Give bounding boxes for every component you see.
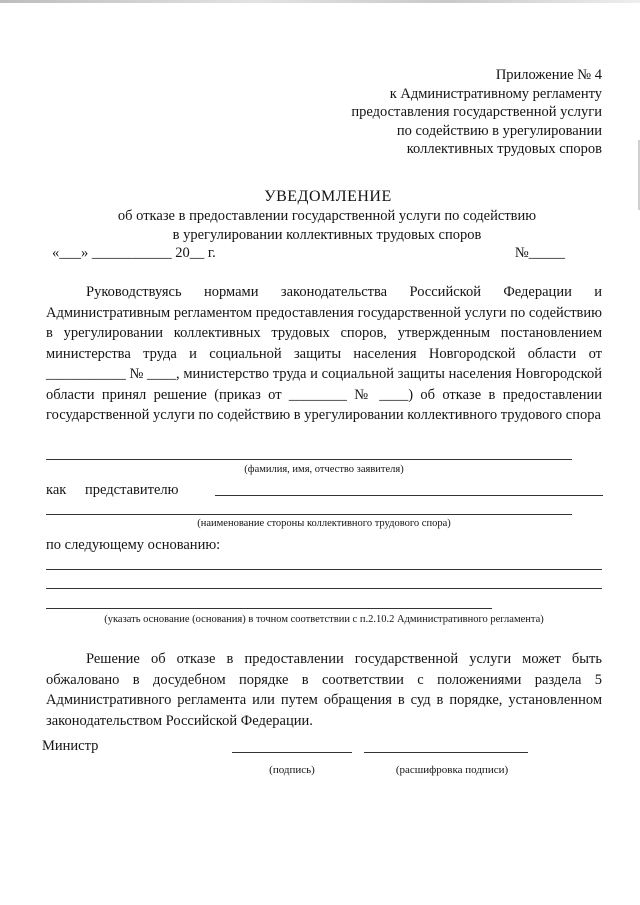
grounds-line-2 (46, 588, 602, 589)
appendix-reference (351, 66, 602, 159)
document-title: УВЕДОМЛЕНИЕ (264, 188, 392, 205)
document-subtitle-line-2: в урегулировании коллективных трудовых споров (172, 227, 482, 243)
as-label: как (46, 482, 67, 498)
representative-line (215, 495, 603, 496)
grounds-line-1 (46, 569, 602, 570)
appendix-line-3: предоставления государственной услуги (351, 104, 602, 120)
date-field: «___» ___________ 20__ г. (52, 245, 216, 261)
grounds-caption: (указать основание (основания) в точном соответствии с п.2.10.2 Административного регламента) (104, 614, 544, 625)
title-block (0, 187, 640, 245)
document-subtitle-line-1: об отказе в предоставлении государственной услуги по содействию (117, 208, 537, 224)
appeal-paragraph: Решение об отказе в предоставлении государственной услуги может быть обжаловано в досудебном порядке в соответствии с положениями раздела 5 Административного регламента или путем обращения в суд в порядке, установленном законодательством Российской Федерации. (46, 651, 602, 729)
applicant-name-line (46, 459, 572, 460)
grounds-label: по следующему основанию: (46, 537, 221, 553)
signature-decoding-line (364, 752, 528, 753)
applicant-caption: (фамилия, имя, отчество заявителя) (244, 464, 404, 475)
party-name-line (46, 514, 572, 515)
signature-line (232, 752, 352, 753)
signature-decoding-caption: (расшифровка подписи) (395, 764, 509, 776)
signature-caption: (подпись) (269, 764, 315, 776)
grounds-line-3 (46, 608, 492, 609)
signer-title: Министр (42, 738, 99, 754)
number-field: №_____ (514, 245, 565, 261)
scan-top-edge (0, 0, 640, 3)
appendix-line-4: по содействию в урегулировании (396, 122, 602, 139)
appendix-line-5: коллективных трудовых споров (406, 141, 602, 157)
appendix-line-2: к Административному регламенту (389, 85, 602, 102)
party-caption: (наименование стороны коллективного трудового спора) (197, 518, 451, 529)
body-paragraph: Руководствуясь нормами законодательства Российской Федерации и Административным регламентом предоставления государственной услуги по содействию в урегулировании коллективных трудовых споров, утвержденным постановлением министерства труда и социальной защиты населения Новгородской области от ___________ № ____, министерство труда и социальной защиты населения Новгородской области принял решение (приказ от ________ № ____) об отказе в предоставлении государственной услуги по содействию в урегулировании коллективного трудового спора (46, 284, 602, 423)
appendix-line-1: Приложение № 4 (495, 67, 602, 83)
representative-label: представителю (85, 482, 179, 498)
